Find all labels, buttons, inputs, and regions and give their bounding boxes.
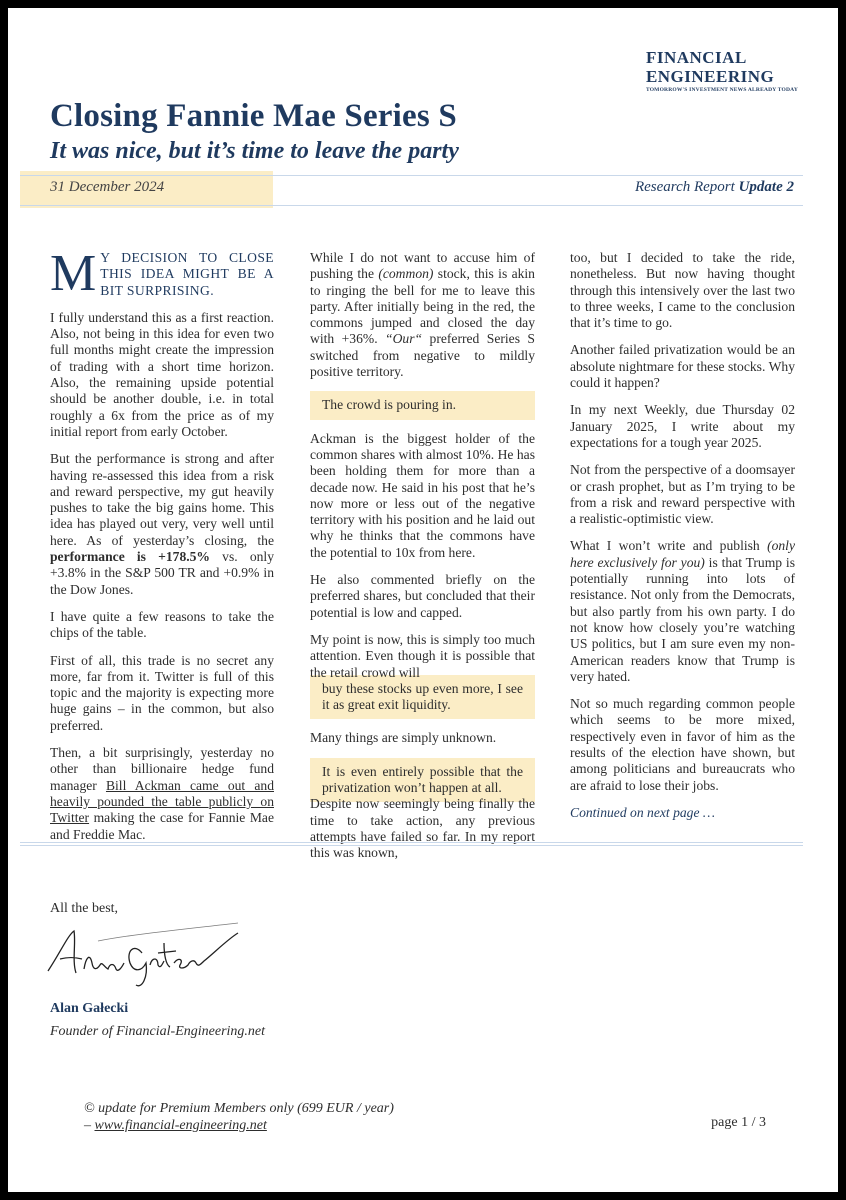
text-run: vs. only +3.8% in the S&P 500 TR and +0.9% in the Dow Jones. — [50, 549, 274, 597]
drop-cap: M — [50, 245, 97, 302]
report-prefix: Research Report — [634, 179, 739, 195]
column-2 — [310, 250, 535, 873]
paragraph: Ackman is the biggest holder of the common shares with almost 10%. He has been holding them for more than a decade now. He said in his post that he’s now more or less out of the negative territory with his position and he laid out why he thinks that the commons have the potential to 10x from here. — [310, 430, 535, 560]
text-run: But the performance is strong and after having re-assessed this idea from a risk and reward perspective, my gut heavily pushes to take the big gains home. This idea has played out very, very well until here. As of yesterday’s closing, the — [50, 451, 274, 548]
text-run: What I won’t write and publish — [570, 538, 768, 554]
paragraph: Despite now seemingly being finally the time to take action, any previous attempts have failed so far. In my report this was known, — [310, 796, 535, 861]
column-1 — [50, 245, 274, 854]
text-run-italic: (common) — [378, 266, 434, 282]
paragraph: Many things are simply unknown. — [310, 730, 497, 746]
continued-note: Continued on next page … — [570, 804, 715, 820]
footer-note — [84, 1100, 394, 1134]
footer-divider-bottom — [20, 845, 803, 846]
text-run: preferred Series S switched from negative to mildly positive territory. — [310, 331, 535, 380]
paragraph: He also commented briefly on the preferred shares, but concluded that their potential is low and capped. — [310, 572, 535, 620]
footer-dash: – — [84, 1118, 95, 1133]
paragraph-performance — [50, 451, 274, 598]
author-name: Alan Gałecki — [50, 1001, 129, 1016]
text-run-italic: “Our“ — [385, 331, 423, 347]
brand-tagline: TOMORROW'S INVESTMENT NEWS ALREADY TODAY — [645, 87, 798, 93]
highlight-exit-liquidity: buy these stocks up even more, I see it as great exit liquidity. — [310, 675, 535, 720]
report-label — [635, 179, 794, 196]
paragraph-liquidity — [310, 632, 535, 681]
highlight-crowd: The crowd is pouring in. — [310, 391, 535, 419]
paragraph: Not from the perspective of a doomsayer or crash prophet, but as I’m trying to be from a risk and reward perspective with a realistic-optimistic view. — [570, 462, 795, 527]
paragraph: I have quite a few reasons to take the chips of the table. — [50, 608, 274, 641]
handwritten-signature — [38, 913, 248, 993]
page-number: page 1 / 3 — [711, 1115, 766, 1130]
paragraph: In my next Weekly, due Thursday 02 January 2025, I write about my expectations for a tough year 2025. — [570, 402, 795, 450]
text-run: My point is now, this is simply too much attention. Even though it is possible that the retail crowd will — [310, 631, 535, 680]
intro-paragraph — [50, 245, 274, 302]
header-divider-bottom — [20, 205, 803, 206]
author-role: Founder of Financial-Engineering.net — [50, 1024, 266, 1039]
ackman-link[interactable]: Bill Ackman came out and heavily pounded the table publicly on Twitter — [50, 777, 274, 826]
footer-divider-top — [20, 842, 803, 843]
text-run-italic: (only here exclusively for you) — [570, 538, 795, 570]
highlight-privatization: It is even entirely possible that the privatization won’t happen at all. — [310, 758, 535, 803]
brand-line2: ENGINEERING — [645, 67, 775, 86]
paragraph: I fully understand this as a first reaction. Also, not being in this idea for even two full months might create the impression of trading with a short time horizon. Also, the remaining upside potential should be another double, i.e. in total roughly a 6x from the price as of my initial report from early October. — [50, 309, 274, 439]
paragraph — [570, 538, 795, 685]
text-run: stock, this is akin to ringing the bell for me to leave this party. After initially being in the red, the commons jumped and closed the day with +36%. — [310, 266, 535, 347]
paragraph: too, but I decided to take the ride, nonetheless. But now having thought through this intensively over the last two to three weeks, I came to the conclusion that it’s time to go. — [570, 250, 795, 331]
paragraph: First of all, this trade is no secret any more, far from it. Twitter is full of this topic and the majority is expecting more huge gains – in the common, but also preferred. — [50, 652, 274, 733]
text-run: While I do not want to accuse him of pushing the — [310, 250, 535, 282]
header-divider-top — [20, 175, 803, 176]
column-3 — [570, 250, 795, 832]
paragraph-ackman — [50, 745, 274, 843]
text-run: is that Trump is potentially running into lots of resistance. Not only from the Democrats, but also partly from his own party. I do not know how closely you’re watching US politics, but I am sure even my non-American readers know that Trump is very hated. — [570, 554, 795, 684]
brand-logo — [646, 48, 798, 93]
website-link[interactable]: www.financial-engineering.net — [94, 1118, 267, 1133]
intro-caps: Y DECISION TO CLOSE THIS IDEA MIGHT BE A BIT SURPRISING. — [100, 250, 274, 298]
footer-line2 — [84, 1117, 394, 1134]
text-run: Then, a bit surprisingly, yesterday no other than billionaire hedge fund manager — [50, 745, 274, 793]
page-title: Closing Fannie Mae Series S — [50, 98, 457, 134]
page-subtitle: It was nice, but it’s time to leave the party — [50, 138, 459, 164]
report-page — [8, 8, 838, 1192]
paragraph: Not so much regarding common people which seems to be more mixed, respectively even in favor of him as the results of the election have shown, but among politicians and bureaucrats who are afraid to lose their jobs. — [570, 696, 795, 793]
footer-line1: © update for Premium Members only (699 EUR / year) — [84, 1101, 394, 1116]
report-update: Update 2 — [738, 179, 794, 195]
brand-line1: FINANCIAL — [645, 48, 747, 67]
text-run: making the case for Fannie Mae and Freddie Mac. — [50, 810, 274, 842]
report-date: 31 December 2024 — [50, 179, 165, 195]
performance-figure: performance is +178.5% — [50, 549, 211, 565]
paragraph: Another failed privatization would be an absolute nightmare for these stocks. Why could it happen? — [570, 342, 795, 391]
paragraph — [310, 250, 535, 380]
closing-greeting: All the best, — [50, 901, 119, 916]
